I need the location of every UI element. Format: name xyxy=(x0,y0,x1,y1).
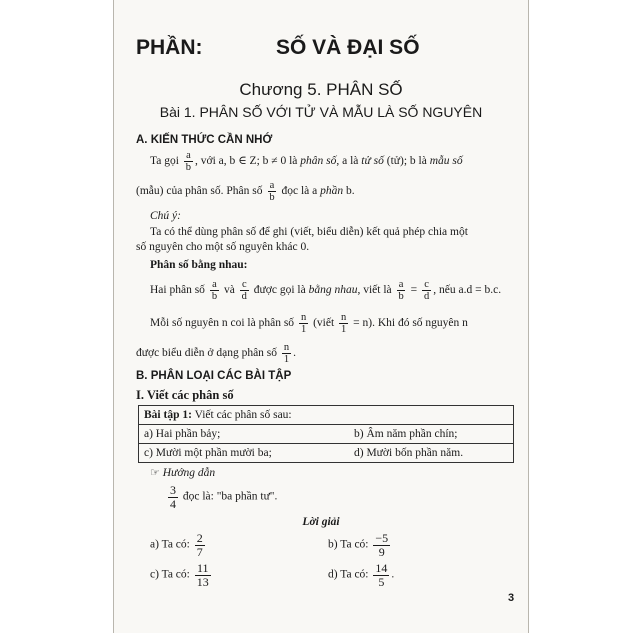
fraction-n-1: $\frac{n}{1}$ xyxy=(341,312,347,336)
exercise-box-divider xyxy=(139,424,513,425)
definition-line-2: (mẫu) của phân số. Phân số $\frac{a}{b}$ đọc là a phần b. xyxy=(136,180,355,204)
answer-b-fraction: $\frac{-5}{9}$ xyxy=(375,531,389,559)
integer-line-1: Mỗi số nguyên n coi là phân số $\frac{n}{1}$ (viết $\frac{n}{1}$ = n). Khi đó số nguyên n xyxy=(150,312,468,336)
fraction-a-b: $\frac{a}{b}$ xyxy=(211,279,218,303)
note-line-1: Ta có thể dùng phân số để ghi (viết, biểu diễn) kết quả phép chia một xyxy=(150,226,468,238)
pointing-hand-icon: ☞ xyxy=(150,467,160,479)
fraction-c-d: $\frac{c}{d}$ xyxy=(424,279,430,303)
guide-line: $\frac{3}{4}$ đọc là: "ba phần tư". xyxy=(170,483,278,511)
part-title: SỐ VÀ ĐẠI SỐ xyxy=(276,36,420,59)
lesson-title: Bài 1. PHÂN SỐ VỚI TỬ VÀ MẪU LÀ SỐ NGUYÊN xyxy=(159,104,483,120)
exercise-item-a: a) Hai phần bảy; xyxy=(144,428,221,440)
answer-c: c) Ta có: $\frac{11}{13}$ xyxy=(150,561,209,589)
textbook-page xyxy=(113,0,529,633)
answer-c-fraction: $\frac{11}{13}$ xyxy=(196,561,209,589)
note-line-2: số nguyên cho một số nguyên khác 0. xyxy=(136,241,310,253)
fraction-c-d: $\frac{c}{d}$ xyxy=(241,279,247,303)
answer-d: d) Ta có: $\frac{14}{5}$ . xyxy=(328,561,395,589)
fraction-a-b: $\frac{a}{b}$ xyxy=(398,279,404,303)
fraction-n-1: $\frac{n}{1}$ xyxy=(283,342,290,366)
exercise-item-d: d) Mười bốn phần năm. xyxy=(354,447,464,459)
exercise-box-divider xyxy=(139,443,513,444)
fraction-3-4: $\frac{3}{4}$ xyxy=(170,483,176,511)
fraction-a-b: $\frac{a}{b}$ xyxy=(269,180,275,204)
answer-d-fraction: $\frac{14}{5}$ xyxy=(375,561,388,589)
answer-a-fraction: $\frac{2}{7}$ xyxy=(196,531,203,559)
page-number: 3 xyxy=(508,592,515,604)
exercise-item-b: b) Âm năm phần chín; xyxy=(354,428,458,440)
answer-b: b) Ta có: $\frac{-5}{9}$ xyxy=(328,531,389,559)
answer-a: a) Ta có: $\frac{2}{7}$ xyxy=(150,531,203,559)
equal-fractions-line: Hai phân số $\frac{a}{b}$ và $\frac{c}{d}$ được gọi là bằng nhau, viết là $\frac{a}{b}$ = $\frac{c}{d}$ , nếu a.d = b.c. xyxy=(150,279,502,303)
guide-heading: ☞ Hướng dẫn xyxy=(150,467,216,479)
exercise-box xyxy=(138,405,514,463)
part-label: PHẦN: xyxy=(136,36,203,59)
section-b-heading: B. PHÂN LOẠI CÁC BÀI TẬP xyxy=(136,370,292,382)
section-a-heading: A. KIẾN THỨC CẦN NHỚ xyxy=(136,134,273,146)
chapter-title: Chương 5. PHÂN SỐ xyxy=(239,80,403,99)
fraction-n-1: $\frac{n}{1}$ xyxy=(300,312,307,336)
sub-heading-write-fractions: I. Viết các phân số xyxy=(136,388,234,402)
solution-label: Lời giải xyxy=(302,516,340,528)
exercise-prompt: Bài tập 1: Viết các phân số sau: xyxy=(144,409,292,421)
note-label: Chú ý: xyxy=(150,210,181,222)
fraction-a-b: $\frac{a}{b}$ xyxy=(185,150,192,174)
equal-fractions-heading: Phân số bằng nhau: xyxy=(150,259,248,271)
exercise-item-c: c) Mười một phần mười ba; xyxy=(144,447,272,459)
integer-line-2: được biểu diễn ở dạng phân số $\frac{n}{1}$ . xyxy=(136,342,297,366)
definition-line-1: Ta gọi $\frac{a}{b}$ , với a, b ∈ Z; b ≠ 0 là phân số, a là tử số (tử); b là mẫu số xyxy=(150,150,463,174)
